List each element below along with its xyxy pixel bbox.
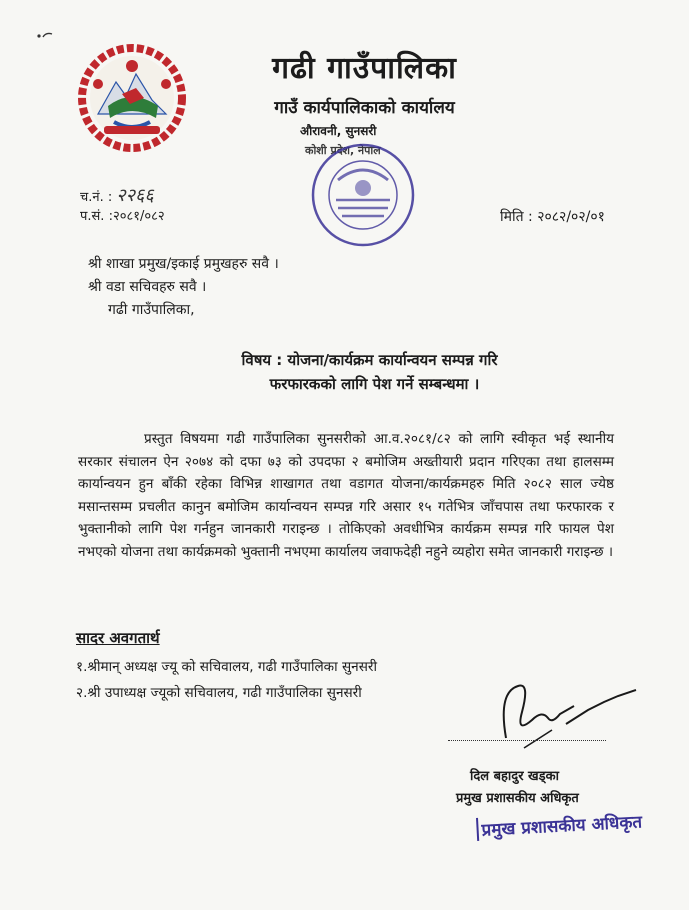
office-subtitle: गाउँ कार्यपालिकाको कार्यालय — [274, 98, 455, 118]
letter-date: मिति : २०८२/०२/०१ — [500, 209, 605, 225]
recipient-line: श्री शाखा प्रमुख/इकाई प्रमुखहरु सवै । — [88, 256, 279, 272]
letter-body: प्रस्तुत विषयमा गढी गाउँपालिका सुनसरीको आ.व.२०८१/८२ को लागि स्वीकृत भई स्थानीय सरकार संचालन ऐन २०७४ को दफा ७३ को उपदफा २ बमोजिम अख्तीयारी प्रदान गरिएका तथा हालसम्म कार्यान्वयन हुन बाँकी रहेका विभिन्न शाखागत तथा वडागत योजना/कार्यक्रमहरु मिति २०८२ साल ज्येष्ठ मसान्तसम्म प्रचलीत कानुन बमोजिम कार्यान्वयन सम्पन्न गरि असार १५ गतेभित्र जाँचपास तथा फरफारक र भुक्तानीको लागि पेश गर्नहुन जानकारी गराइन्छ । तोकिएको अवधीभित्र कार्यक्रम सम्पन्न गरि फायल पेश नभएको योजना तथा कार्यक्रमको भुक्तानी नभएमा कार्यालय जवाफदेही नहुने व्यहोरा समेत जानकारी गराइन्छ । — [78, 431, 614, 560]
subject-line-1: विषय : योजना/कार्यक्रम कार्यान्वयन सम्पन्न गरि — [241, 351, 498, 369]
dispatch-number — [80, 183, 154, 207]
address-line-1: औरावनी, सुनसरी — [300, 124, 377, 138]
letter-reference: प.सं. :२०८१/०८२ — [80, 209, 165, 224]
signature-line — [448, 740, 606, 741]
designation-stamp: प्रमुख प्रशासकीय अधिकृत — [476, 809, 643, 841]
cc-item: २.श्री उपाध्यक्ष ज्यूको सचिवालय, गढी गाउँपालिका सुनसरी — [76, 685, 362, 701]
cc-item: १.श्रीमान् अध्यक्ष ज्यू को सचिवालय, गढी गाउँपालिका सुनसरी — [76, 659, 377, 675]
page-title: गढी गाउँपालिका — [272, 51, 457, 86]
office-seal-icon — [308, 140, 418, 250]
dispatch-label: च.नं. : — [80, 190, 113, 205]
dispatch-value: २२६६ — [116, 185, 154, 206]
cc-heading: सादर अवगतार्थ — [76, 629, 160, 647]
signatory-title: प्रमुख प्रशासकीय अधिकृत — [456, 791, 579, 806]
signatory-name: दिल बहादुर खड्का — [470, 769, 559, 784]
corner-mark-icon — [36, 30, 54, 40]
recipient-line: गढी गाउँपालिका, — [108, 302, 195, 318]
address-line-2: कोशी प्रदेश, नेपाल — [305, 144, 381, 157]
subject-line-2: फरफारकको लागि पेश गर्ने सम्बन्धमा । — [269, 375, 480, 393]
recipient-line: श्री वडा सचिवहरु सवै । — [88, 279, 207, 295]
